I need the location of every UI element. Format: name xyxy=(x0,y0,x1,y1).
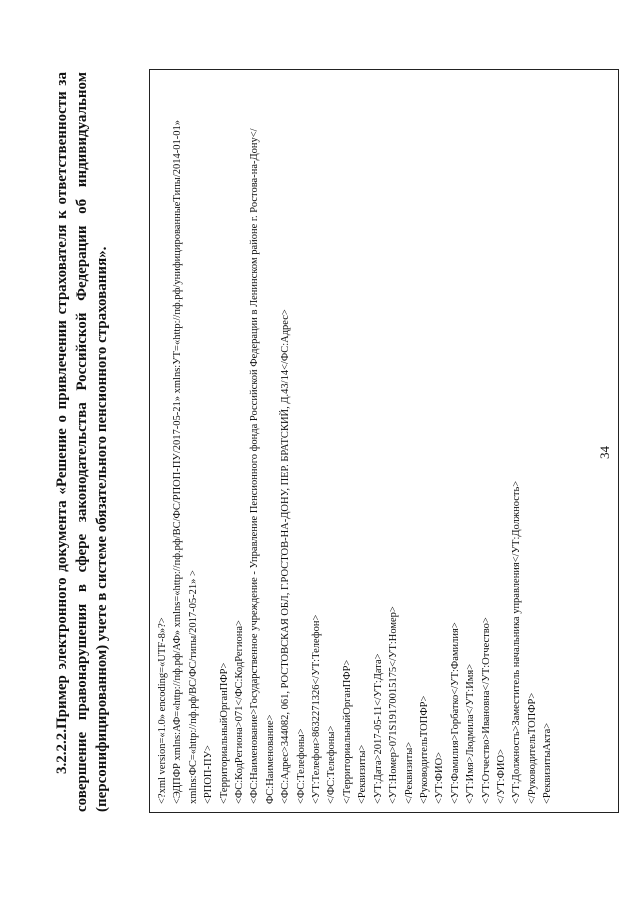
xml-line: <ФС:Телефоны> xyxy=(295,728,307,804)
heading-word: совершение xyxy=(74,731,90,812)
heading-word: «Решение xyxy=(54,428,70,495)
xml-line: <РПОП-ПУ> xyxy=(203,745,215,804)
heading-word: 3.2.2.2.Пример xyxy=(54,675,70,774)
heading-word: за xyxy=(54,72,70,86)
xml-line: </Реквизиты> xyxy=(403,741,415,804)
xml-line: <ЭДПФР xmlns:АФ=«http://пф.рф/АФ» xmlns=«http://пф.рф/ВС/ФС/РПОП-ПУ/2017-05-21» xmlns:УТ=«http://пф.рф/унифицированныеТипы/2014-01-01» xmlns:ФС=«http://пф.рф/ВС/ФС/типы/2017-05-21» > xyxy=(172,119,199,804)
xml-line: </ТерриториальныйОрганПФР> xyxy=(341,659,353,804)
heading-word: страхователя xyxy=(54,224,70,315)
xml-line: <УТ:Фамилия>Горбатко</УТ:Фамилия> xyxy=(449,622,461,804)
heading-word: об xyxy=(74,198,90,214)
xml-line: <УТ:ФИО> xyxy=(434,751,446,804)
xml-example-box xyxy=(149,69,619,813)
heading-word: индивидуальном xyxy=(74,72,90,188)
heading-word: в xyxy=(74,583,90,593)
heading-word: ответственности xyxy=(54,91,70,205)
xml-line: <УТ:Отчество>Ивановна</УТ:Отчество> xyxy=(480,617,492,804)
heading-word: Российской xyxy=(74,312,90,391)
xml-line: <РуководительТОПФР> xyxy=(418,695,430,804)
heading-word: правонарушения xyxy=(74,603,90,721)
xml-line: <УТ:Должность>Заместитель начальника управления</УТ:Должность> xyxy=(511,480,523,804)
xml-line: <?xml version=«1.0» encoding=«UTF-8»?> xyxy=(157,617,168,804)
xml-line: <УТ:Имя>Людмила</УТ:Имя> xyxy=(465,663,477,804)
xml-line: </РуководительТОПФР> xyxy=(526,692,538,804)
xml-line: <УТ:Телефон>8632271326</УТ:Телефон> xyxy=(311,614,323,804)
xml-line: <УТ:Номер>071S19170015175</УТ:Номер> xyxy=(388,606,400,804)
heading-word: документа xyxy=(54,500,70,572)
heading-line-2 xyxy=(72,72,92,812)
section-heading xyxy=(52,72,112,812)
heading-word: о xyxy=(54,415,70,423)
heading-word: к xyxy=(54,210,70,219)
heading-word: привлечении xyxy=(54,320,70,410)
xml-line: <ФС:КодРегиона>071</ФС:КодРегиона> xyxy=(234,620,246,804)
xml-line: <РеквизитыАкта> xyxy=(542,722,554,804)
xml-line: <УТ:Дата>2017-05-11</УТ:Дата> xyxy=(372,653,384,804)
page-number: 34 xyxy=(597,446,612,459)
heading-word: законодательства xyxy=(74,402,90,523)
heading-word: сфере xyxy=(74,533,90,573)
xml-line: <ТерриториальныйОрганПФР> xyxy=(218,662,230,804)
xml-line: <ФС:Наименование>Государственное учреждение - Управление Пенсионного фонда Российской Федерации в Ленинском районе г. Ростова-на-Дону</ФС:Наименование> xyxy=(249,128,276,804)
heading-word: электронного xyxy=(54,577,70,670)
xml-line: </УТ:ФИО> xyxy=(495,749,507,804)
heading-word: Федерации xyxy=(74,225,90,301)
xml-line: </ФС:Телефоны> xyxy=(326,725,338,804)
heading-line-1 xyxy=(52,72,72,812)
xml-line: <Реквизиты> xyxy=(357,744,369,804)
xml-line: <ФС:Адрес>344082, 061, РОСТОВСКАЯ ОБЛ, Г.РОСТОВ-НА-ДОНУ, ПЕР. БРАТСКИЙ, Д.43/14</ФС:Адрес> xyxy=(280,309,292,804)
heading-line-3: (персонифицированном) учете в системе обязательного пенсионного страхования». xyxy=(94,246,110,812)
